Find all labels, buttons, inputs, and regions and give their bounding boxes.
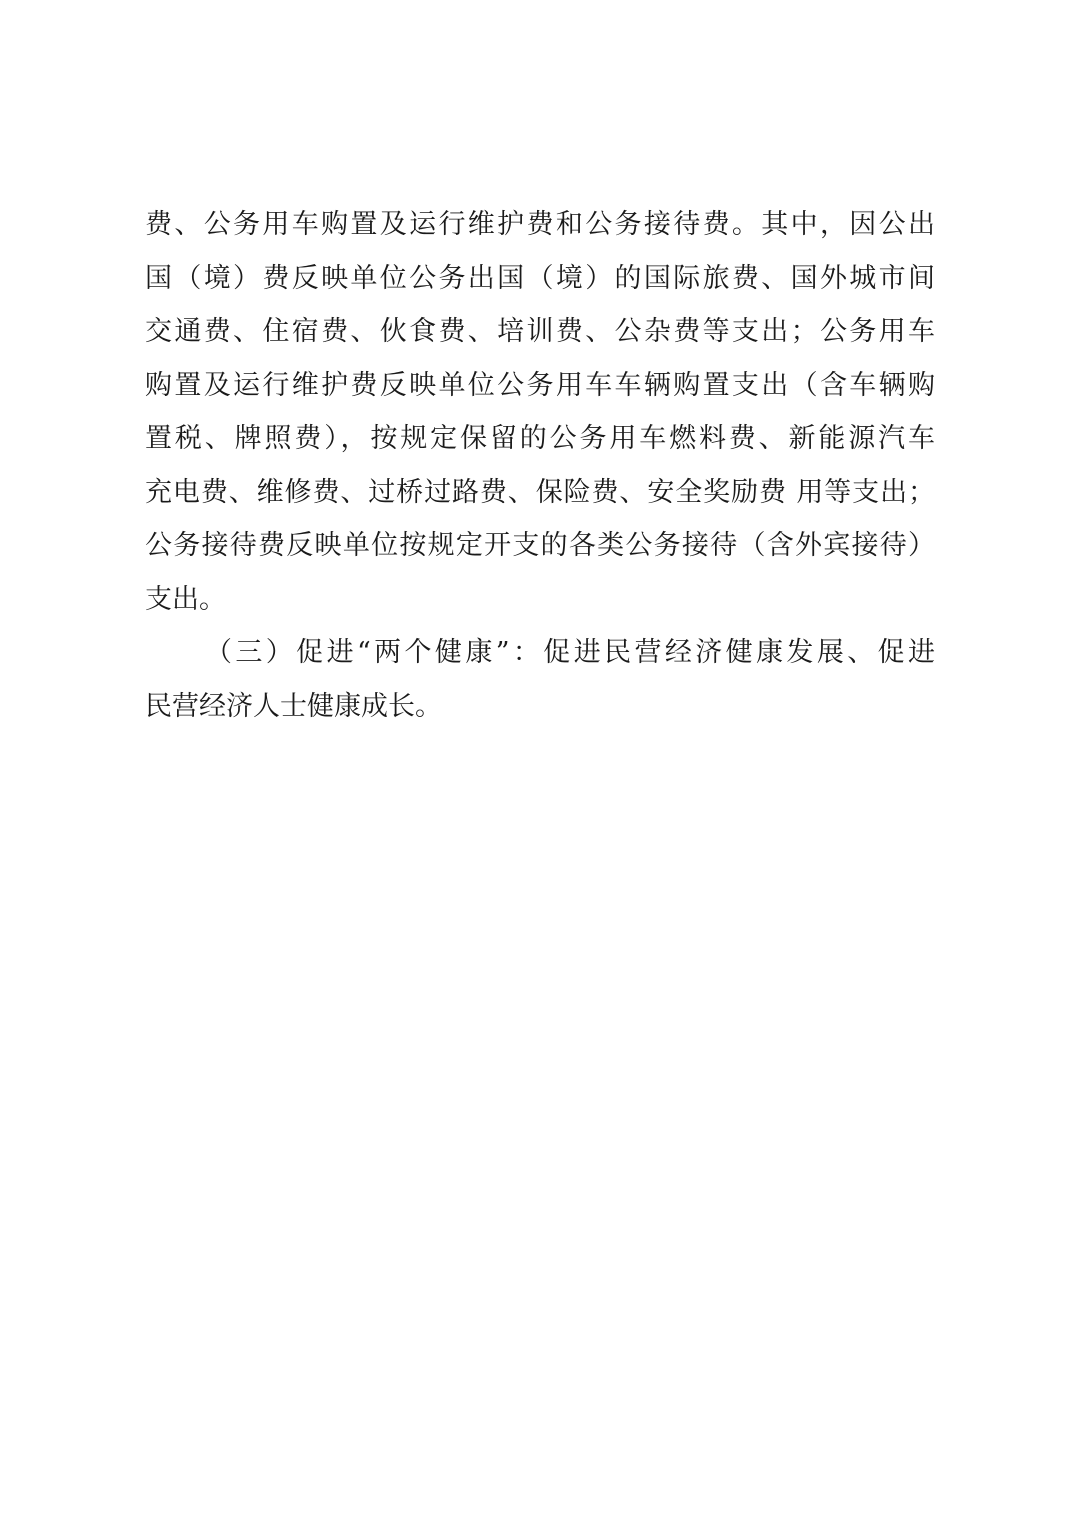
text-line: 国（境）费反映单位公务出国（境）的国际旅费、国外城市间 xyxy=(145,262,935,294)
text-line: 费、公务用车购置及运行维护费和公务接待费。其中，因公出 xyxy=(145,209,935,240)
body-text xyxy=(145,198,935,733)
text-line: 交通费、住宿费、伙食费、培训费、公杂费等支出；公务用车 xyxy=(145,316,935,347)
paragraph-two-healths xyxy=(145,626,935,733)
text-line: 购置及运行维护费反映单位公务用车车辆购置支出（含车辆购 xyxy=(145,369,935,401)
text-line: 公务接待费反映单位按规定开支的各类公务接待（含外宾接待） xyxy=(145,530,935,561)
text-line: 充电费、维修费、过桥过路费、保险费、安全奖励费 用等支出； xyxy=(145,476,935,508)
paragraph-expenses xyxy=(145,198,935,626)
text-line: （三）促进“两个健康”：促进民营经济健康发展、促进 xyxy=(205,637,935,668)
text-line: 置税、牌照费），按规定保留的公务用车燃料费、新能源汽车 xyxy=(145,423,935,454)
text-line: 民营经济人士健康成长。 xyxy=(145,690,442,722)
text-line: 支出。 xyxy=(145,583,226,615)
